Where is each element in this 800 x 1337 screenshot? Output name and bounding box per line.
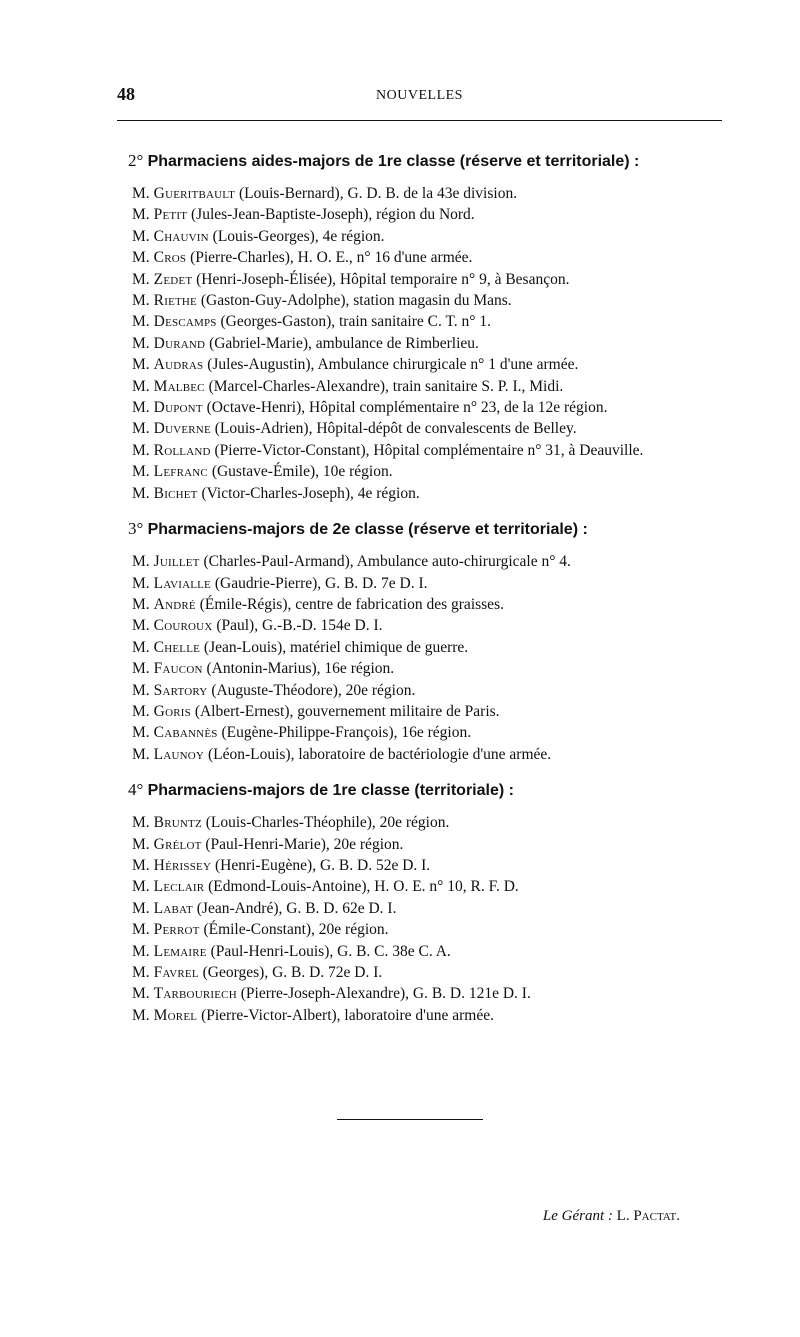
entry-text: (Paul-Henri-Louis), G. B. C. 38e C. A. — [210, 942, 451, 960]
entry-list — [109, 812, 729, 1026]
section-title: Pharmaciens aides-majors de 1re classe (réserve et territoriale) : — [147, 153, 640, 170]
list-item — [109, 204, 729, 225]
entry-prefix: M. — [132, 702, 150, 720]
entry-surname: Cabannès — [153, 724, 218, 742]
entry-text: (Gaudrie-Pierre), G. B. D. 7e D. I. — [214, 574, 428, 592]
entry-surname: Launoy — [153, 745, 205, 763]
entry-surname: Morel — [153, 1006, 198, 1024]
footer-rule — [337, 1119, 483, 1120]
entry-text: (Jules-Jean-Baptiste-Joseph), région du Nord. — [191, 206, 475, 224]
entry-surname: Bruntz — [153, 814, 202, 832]
entry-prefix: M. — [132, 420, 150, 438]
list-item — [109, 876, 729, 897]
entry-surname: Durand — [153, 334, 206, 352]
entry-surname: Goris — [153, 702, 191, 720]
entry-text: (Georges), G. B. D. 72e D. I. — [202, 964, 383, 981]
entry-text: (Jean-Louis), matériel chimique de guerre. — [203, 638, 469, 656]
entry-prefix: M. — [132, 463, 150, 481]
entry-prefix: M. — [132, 681, 150, 699]
entry-prefix: M. — [132, 249, 150, 267]
entry-prefix: M. — [132, 313, 150, 331]
list-item — [109, 637, 729, 658]
list-item — [109, 941, 729, 962]
entry-text: (Jules-Augustin), Ambulance chirurgicale n° 1 d'une armée. — [207, 356, 579, 374]
entry-surname: Favrel — [153, 964, 199, 981]
entry-surname: Faucon — [153, 660, 203, 678]
entry-prefix: M. — [132, 574, 150, 592]
entry-text: (Paul-Henri-Marie), 20e région. — [205, 835, 404, 853]
entry-surname: Chelle — [153, 638, 201, 656]
entry-text: (Louis-Bernard), G. D. B. de la 43e division. — [238, 185, 518, 202]
entry-text: (Gustave-Émile), 10e région. — [211, 463, 393, 481]
entry-text: (Marcel-Charles-Alexandre), train sanitaire S. P. I., Midi. — [208, 377, 564, 395]
entry-text: (Louis-Georges), 4e région. — [212, 227, 385, 245]
page-header — [117, 84, 722, 110]
list-item — [109, 269, 729, 290]
entry-prefix: M. — [132, 660, 150, 678]
entry-text: (Edmond-Louis-Antoine), H. O. E. n° 10, R. F. D. — [208, 878, 519, 896]
signature — [543, 1208, 680, 1225]
entry-prefix: M. — [132, 617, 150, 635]
entry-text: (Charles-Paul-Armand), Ambulance auto-chirurgicale n° 4. — [203, 553, 571, 571]
section-number: 2° — [128, 151, 144, 170]
list-item — [109, 461, 729, 482]
list-item — [109, 834, 729, 855]
section — [109, 150, 729, 504]
entry-surname: Petit — [153, 206, 188, 224]
entry-prefix: M. — [132, 334, 150, 352]
list-item — [109, 333, 729, 354]
entry-text: (Victor-Charles-Joseph), 4e région. — [201, 484, 420, 502]
list-item — [109, 744, 729, 765]
list-item — [109, 898, 729, 919]
list-item — [109, 983, 729, 1004]
entry-surname: Descamps — [153, 313, 217, 331]
entry-text: (Antonin-Marius), 16e région. — [206, 660, 395, 678]
entry-surname: Lavialle — [153, 574, 211, 592]
entry-prefix: M. — [132, 856, 150, 874]
section — [109, 779, 729, 1026]
entry-surname: Duverne — [153, 420, 211, 438]
list-item — [109, 573, 729, 594]
section — [109, 518, 729, 765]
entry-text: (Pierre-Charles), H. O. E., n° 16 d'une armée. — [190, 249, 473, 267]
list-item — [109, 658, 729, 679]
entry-text: (Eugène-Philippe-François), 16e région. — [221, 724, 472, 742]
entry-text: (Gabriel-Marie), ambulance de Rimberlieu. — [209, 334, 479, 352]
list-item — [109, 551, 729, 572]
entry-text: (Jean-André), G. B. D. 62e D. I. — [196, 899, 397, 917]
entry-prefix: M. — [132, 292, 150, 310]
header-rule — [117, 120, 722, 121]
list-item — [109, 376, 729, 397]
entry-prefix: M. — [132, 964, 150, 981]
signature-label: Le Gérant : — [542, 1208, 613, 1224]
entry-surname: Lefranc — [153, 463, 208, 481]
entry-surname: Tarbouriech — [153, 985, 237, 1003]
entry-surname: Leclair — [153, 878, 205, 896]
entry-surname: Riethe — [153, 292, 197, 310]
entry-surname: Labat — [153, 899, 193, 917]
entry-surname: Malbec — [153, 377, 205, 395]
entry-prefix: M. — [132, 484, 150, 502]
signature-name: L. Pactat. — [616, 1208, 680, 1224]
list-item — [109, 354, 729, 375]
list-item — [109, 397, 729, 418]
entry-text: (Émile-Régis), centre de fabrication des graisses. — [199, 595, 504, 613]
entry-text: (Octave-Henri), Hôpital complémentaire n° 23, de la 12e région. — [206, 399, 608, 417]
entry-surname: Perrot — [153, 921, 200, 939]
entry-surname: Dupont — [153, 399, 203, 417]
entry-prefix: M. — [132, 185, 150, 202]
entry-text: (Pierre-Victor-Albert), laboratoire d'une armée. — [201, 1006, 494, 1024]
list-item — [109, 919, 729, 940]
entry-text: (Auguste-Théodore), 20e région. — [211, 681, 416, 699]
entry-prefix: M. — [132, 1006, 150, 1024]
list-item — [109, 594, 729, 615]
entry-surname: Gueritbault — [153, 185, 236, 202]
list-item — [109, 290, 729, 311]
entry-prefix: M. — [132, 595, 150, 613]
entry-prefix: M. — [132, 206, 150, 224]
entry-text: (Pierre-Victor-Constant), Hôpital complémentaire n° 31, à Deauville. — [214, 441, 644, 459]
list-item — [109, 1005, 729, 1026]
entry-surname: Hérissey — [153, 856, 212, 874]
entry-text: (Paul), G.-B.-D. 154e D. I. — [216, 617, 383, 635]
page-number: 48 — [117, 84, 135, 104]
list-item — [109, 440, 729, 461]
entry-surname: Zedet — [153, 270, 193, 288]
entry-prefix: M. — [132, 227, 150, 245]
entry-surname: Lemaire — [153, 942, 207, 960]
entry-prefix: M. — [132, 921, 150, 939]
entry-surname: Bichet — [153, 484, 198, 502]
entry-prefix: M. — [132, 441, 150, 459]
entry-prefix: M. — [132, 745, 150, 763]
entry-prefix: M. — [132, 377, 150, 395]
entry-list — [109, 183, 729, 504]
entry-text: (Louis-Adrien), Hôpital-dépôt de convalescents de Belley. — [214, 420, 577, 438]
list-item — [109, 855, 729, 876]
list-item — [109, 962, 729, 983]
list-item — [109, 680, 729, 701]
entry-prefix: M. — [132, 899, 150, 917]
entry-prefix: M. — [132, 356, 150, 374]
section-number: 4° — [128, 780, 144, 800]
entry-prefix: M. — [132, 985, 150, 1003]
entry-prefix: M. — [132, 270, 150, 288]
list-item — [109, 311, 729, 332]
section-heading — [109, 150, 729, 173]
entry-text: (Pierre-Joseph-Alexandre), G. B. D. 121e D. I. — [240, 985, 531, 1003]
entry-surname: Grélot — [153, 835, 202, 853]
entry-prefix: M. — [132, 399, 150, 417]
entry-surname: Couroux — [153, 617, 213, 635]
list-item — [109, 812, 729, 833]
entry-surname: Chauvin — [153, 227, 209, 245]
entry-text: (Albert-Ernest), gouvernement militaire de Paris. — [194, 702, 500, 720]
entry-surname: Sartory — [153, 681, 208, 699]
list-item — [109, 247, 729, 268]
entry-surname: André — [153, 595, 196, 613]
entry-prefix: M. — [132, 638, 150, 656]
entry-text: (Émile-Constant), 20e région. — [203, 921, 389, 939]
entry-surname: Juillet — [153, 553, 200, 571]
document-body — [109, 150, 729, 1040]
section-heading — [109, 518, 729, 541]
entry-list — [109, 551, 729, 765]
entry-text: (Louis-Charles-Théophile), 20e région. — [205, 814, 450, 832]
running-title: NOUVELLES — [376, 88, 463, 103]
list-item — [109, 226, 729, 247]
section-title: Pharmaciens-majors de 1re classe (territoriale) : — [147, 782, 514, 800]
entry-prefix: M. — [132, 942, 150, 960]
entry-prefix: M. — [132, 553, 150, 571]
entry-prefix: M. — [132, 878, 150, 896]
entry-prefix: M. — [132, 814, 150, 832]
entry-text: (Gaston-Guy-Adolphe), station magasin du Mans. — [200, 292, 512, 310]
list-item — [109, 615, 729, 636]
entry-text: (Henri-Eugène), G. B. D. 52e D. I. — [214, 856, 431, 874]
section-heading — [109, 779, 729, 802]
entry-surname: Audras — [153, 356, 204, 374]
entry-prefix: M. — [132, 724, 150, 742]
entry-surname: Cros — [153, 249, 187, 267]
section-title: Pharmaciens-majors de 2e classe (réserve et territoriale) : — [147, 521, 588, 539]
list-item — [109, 701, 729, 722]
entry-prefix: M. — [132, 835, 150, 853]
entry-surname: Rolland — [153, 441, 211, 459]
entry-text: (Henri-Joseph-Élisée), Hôpital temporaire n° 9, à Besançon. — [196, 270, 570, 288]
list-item — [109, 418, 729, 439]
list-item — [109, 722, 729, 743]
section-number: 3° — [128, 519, 144, 539]
entry-text: (Léon-Louis), laboratoire de bactériologie d'une armée. — [207, 745, 552, 763]
list-item — [109, 483, 729, 504]
entry-text: (Georges-Gaston), train sanitaire C. T. n° 1. — [220, 313, 491, 331]
list-item — [109, 183, 729, 204]
